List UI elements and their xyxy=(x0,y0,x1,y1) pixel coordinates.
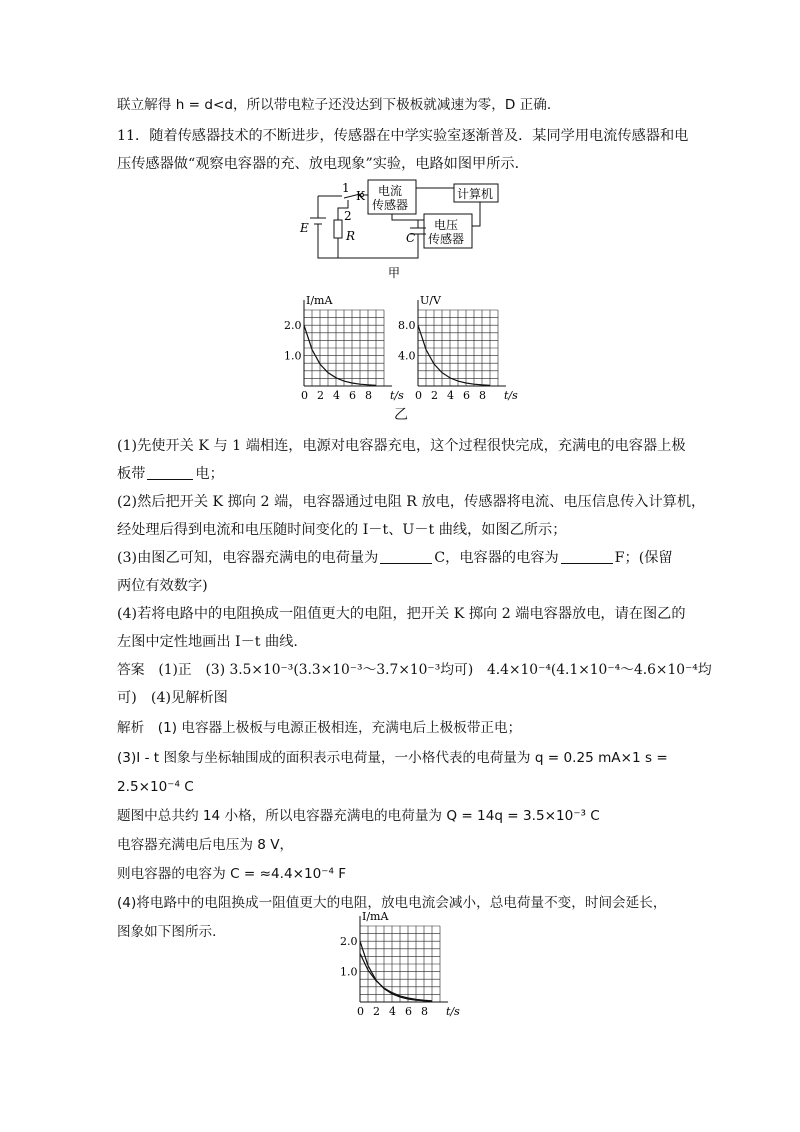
x-tick-label: 2 xyxy=(317,389,324,402)
circuit-diagram xyxy=(290,176,510,280)
x-tick-label: 0 xyxy=(415,389,422,402)
x-axis-label: t/s xyxy=(504,389,518,402)
analysis-line-8: 图象如下图所示． xyxy=(117,924,226,940)
analysis-line-5: 电容器充满电后电压为 8 V， xyxy=(117,837,294,853)
sub-question-1-post: 电； xyxy=(195,466,224,482)
x-tick-label: 6 xyxy=(405,1005,412,1018)
x-tick-label: 0 xyxy=(357,1005,364,1018)
voltage-sensor-label-2: 传感器 xyxy=(428,232,465,246)
answer-blank-3 xyxy=(561,549,613,564)
analysis-line-3: 2.5×10⁻⁴ C xyxy=(117,779,194,795)
series-curve-1 xyxy=(418,325,490,385)
question-11-line-2: 压传感器做“观察电容器的充、放电现象”实验，电路如图甲所示． xyxy=(117,156,529,172)
x-tick-label: 8 xyxy=(421,1005,428,1018)
analysis-line-1: 解析 (1) 电容器上极板与电源正极相连，充满电后上极板带正电； xyxy=(117,720,522,736)
sub-question-3-mid: C，电容器的电容为 xyxy=(434,550,559,566)
sub-question-1-line-1: (1)先使开关 K 与 1 端相连，电源对电容器充电，这个过程很快完成，充满电的电容器上极 xyxy=(117,438,686,454)
node-1-label: 1 xyxy=(342,181,350,195)
analysis-line-4: 题图中总共约 14 小格，所以电容器充满电的电荷量为 Q = 14q = 3.5×10⁻³ C xyxy=(117,808,600,824)
voltage-time-graph xyxy=(396,294,516,404)
grid xyxy=(360,926,440,1002)
sub-question-1-pre: 板带 xyxy=(117,466,146,482)
y-axis-label: U/V xyxy=(420,294,441,307)
sub-question-2-line-1: (2)然后把开关 K 掷向 2 端，电容器通过电阻 R 放电，传感器将电流、电压信息传入计算机， xyxy=(117,494,706,510)
y-axis-label: I/mA xyxy=(306,294,333,307)
y-tick-label: 4.0 xyxy=(398,349,416,363)
y-tick-label: 1.0 xyxy=(284,349,302,363)
sub-question-3-post: F；(保留 xyxy=(614,550,673,566)
answer-blank-1 xyxy=(147,465,193,480)
question-11-line-1: 11．随着传感器技术的不断进步，传感器在中学实验室逐渐普及．某同学用电流传感器和电 xyxy=(117,128,689,144)
x-tick-label: 6 xyxy=(349,389,356,402)
computer-label: 计算机 xyxy=(457,187,494,201)
graphs-caption: 乙 xyxy=(394,407,408,423)
sub-question-4-line-1: (4)若将电路中的电阻换成一阻值更大的电阻，把开关 K 掷向 2 端电容器放电，请在图乙的 xyxy=(117,606,686,622)
analysis-line-6: 则电容器的电容为 C = ≈4.4×10⁻⁴ F xyxy=(117,866,347,882)
grid xyxy=(418,310,498,386)
sub-question-4-line-2: 左图中定性地画出 I－t 曲线. xyxy=(117,634,298,650)
capacitor-label: C xyxy=(406,231,416,245)
x-tick-label: 8 xyxy=(479,389,486,402)
current-sensor-label-1: 电流 xyxy=(378,184,403,198)
sub-question-2-line-2: 经处理后得到电流和电压随时间变化的 I－t、U－t 曲线，如图乙所示； xyxy=(117,522,567,538)
x-tick-label: 4 xyxy=(389,1005,396,1018)
current-sensor-label-2: 传感器 xyxy=(372,198,409,212)
analysis-line-2: (3)I - t 图象与坐标轴围成的面积表示电荷量，一小格代表的电荷量为 q = 0.25 mA×1 s = xyxy=(117,750,668,766)
voltage-sensor-label-1: 电压 xyxy=(434,218,459,232)
x-axis-label: t/s xyxy=(446,1005,460,1018)
x-tick-label: 2 xyxy=(373,1005,380,1018)
sub-question-3-pre: (3)由图乙可知，电容器充满电的电荷量为 xyxy=(117,550,379,566)
answer-current-time-graph xyxy=(338,910,458,1020)
x-axis-label: t/s xyxy=(390,389,404,402)
sub-question-3-line-1 xyxy=(117,548,673,568)
x-tick-label: 4 xyxy=(333,389,340,402)
answer-line-2: 可) (4)见解析图 xyxy=(117,690,228,706)
sub-question-3-line-2: 两位有效数字) xyxy=(117,578,208,594)
y-axis-label: I/mA xyxy=(362,910,389,923)
answer-blank-2 xyxy=(380,549,432,564)
x-tick-label: 4 xyxy=(447,389,454,402)
series-curve-1 xyxy=(304,325,376,385)
switch-label: K xyxy=(356,189,365,203)
series-curve-2 xyxy=(360,953,432,1000)
x-tick-label: 6 xyxy=(463,389,470,402)
y-tick-label: 8.0 xyxy=(398,319,416,333)
node-2-label: 2 xyxy=(344,209,352,223)
sub-question-1-line-2 xyxy=(117,464,224,484)
y-tick-label: 2.0 xyxy=(340,935,358,949)
x-tick-label: 8 xyxy=(365,389,372,402)
y-tick-label: 2.0 xyxy=(284,319,302,333)
circuit-caption: 甲 xyxy=(388,266,401,280)
x-tick-label: 2 xyxy=(431,389,438,402)
analysis-line-7: (4)将电路中的电阻换成一阻值更大的电阻，放电电流会减小，总电荷量不变，时间会延长， xyxy=(117,895,667,911)
solution-conclusion-line: 联立解得 h = d<d，所以带电粒子还没达到下极板就减速为零，D 正确． xyxy=(117,97,561,113)
resistor-label: R xyxy=(346,229,356,243)
emf-label: E xyxy=(300,221,309,235)
current-time-graph xyxy=(282,294,402,404)
x-tick-label: 0 xyxy=(301,389,308,402)
answer-line-1: 答案 (1)正 (3) 3.5×10⁻³(3.3×10⁻³～3.7×10⁻³均可) 4.4×10⁻⁴(4.1×10⁻⁴～4.6×10⁻⁴均 xyxy=(117,662,712,678)
grid xyxy=(304,310,384,386)
y-tick-label: 1.0 xyxy=(340,965,358,979)
